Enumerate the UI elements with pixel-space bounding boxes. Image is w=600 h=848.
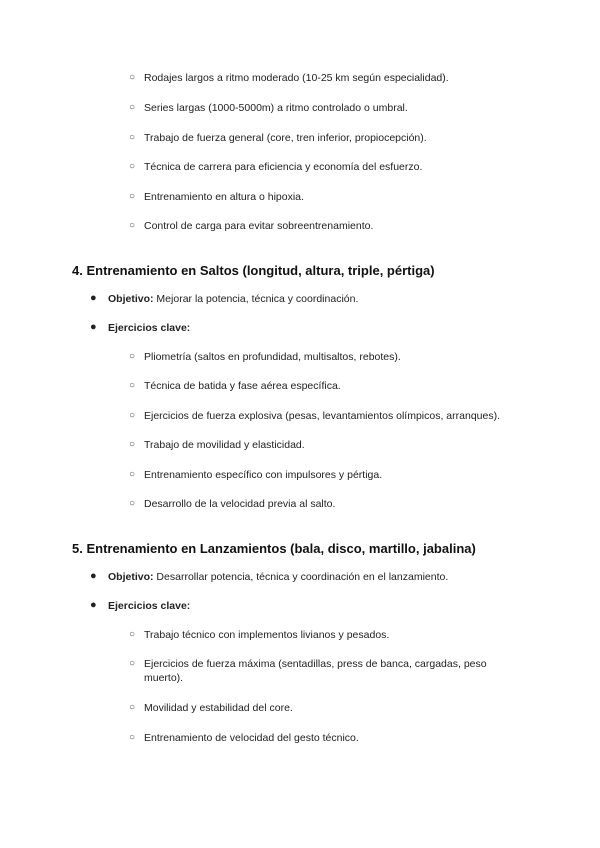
section-heading: 5. Entrenamiento en Lanzamientos (bala, disco, martillo, jabalina): [72, 541, 476, 556]
list-item: ○ Ejercicios de fuerza máxima (sentadillas, press de banca, cargadas, peso muerto).: [129, 658, 487, 684]
sub-bullet-icon: ○: [129, 498, 136, 509]
sub-bullet-icon: ○: [129, 161, 136, 172]
sub-bullet-icon: ○: [129, 469, 136, 480]
bullet-icon: ●: [90, 599, 97, 611]
sub-bullet-icon: ○: [129, 410, 136, 421]
sub-bullet-icon: ○: [129, 439, 136, 450]
list-item: ○ Entrenamiento en altura o hipoxia.: [129, 191, 304, 203]
objective-item: [90, 570, 528, 584]
list-item: ○ Trabajo de fuerza general (core, tren inferior, propiocepción).: [129, 132, 427, 144]
bullet-icon: ●: [90, 570, 97, 582]
bullet-icon: ●: [90, 321, 97, 333]
sub-bullet-icon: ○: [129, 220, 136, 231]
list-item: ○ Entrenamiento específico con impulsores y pértiga.: [129, 469, 383, 481]
list-item: ○ Trabajo técnico con implementos livianos y pesados.: [129, 629, 390, 641]
list-item: ○ Trabajo de movilidad y elasticidad.: [129, 439, 305, 451]
sub-bullet-icon: ○: [129, 658, 136, 669]
list-item: ○ Rodajes largos a ritmo moderado (10-25 km según especialidad).: [129, 72, 449, 84]
sub-bullet-icon: ○: [129, 380, 136, 391]
bullet-icon: ●: [90, 292, 97, 304]
section-heading: 4. Entrenamiento en Saltos (longitud, altura, triple, pértiga): [72, 263, 435, 278]
list-item: ○ Técnica de carrera para eficiencia y economía del esfuerzo.: [129, 161, 423, 173]
sub-bullet-icon: ○: [129, 72, 136, 83]
list-item: ○ Series largas (1000-5000m) a ritmo controlado o umbral.: [129, 102, 408, 114]
objective-item: [90, 292, 528, 306]
key-exercises-label: Ejercicios clave:: [108, 322, 191, 334]
objective-label: Objetivo:: [108, 571, 154, 583]
list-item: ○ Ejercicios de fuerza explosiva (pesas, levantamientos olímpicos, arranques).: [129, 410, 501, 422]
sub-bullet-icon: ○: [129, 629, 136, 640]
sub-bullet-icon: ○: [129, 102, 136, 113]
list-item: ○ Técnica de batida y fase aérea específica.: [129, 380, 341, 392]
key-exercises-item: [90, 599, 528, 613]
list-item: ○ Movilidad y estabilidad del core.: [129, 702, 293, 714]
objective-text: Mejorar la potencia, técnica y coordinación.: [153, 293, 359, 305]
sub-bullet-icon: ○: [129, 702, 136, 713]
sub-bullet-icon: ○: [129, 191, 136, 202]
sub-bullet-icon: ○: [129, 732, 136, 743]
list-item: ○ Entrenamiento de velocidad del gesto técnico.: [129, 732, 359, 744]
list-item: ○ Desarrollo de la velocidad previa al salto.: [129, 498, 336, 510]
list-item: ○ Control de carga para evitar sobreentrenamiento.: [129, 220, 374, 232]
key-exercises-item: [90, 321, 528, 335]
key-exercises-label: Ejercicios clave:: [108, 600, 191, 612]
sub-bullet-icon: ○: [129, 351, 136, 362]
objective-label: Objetivo:: [108, 293, 154, 305]
objective-text: Desarrollar potencia, técnica y coordinación en el lanzamiento.: [153, 571, 449, 583]
sub-bullet-icon: ○: [129, 132, 136, 143]
list-item: ○ Pliometría (saltos en profundidad, multisaltos, rebotes).: [129, 351, 401, 363]
